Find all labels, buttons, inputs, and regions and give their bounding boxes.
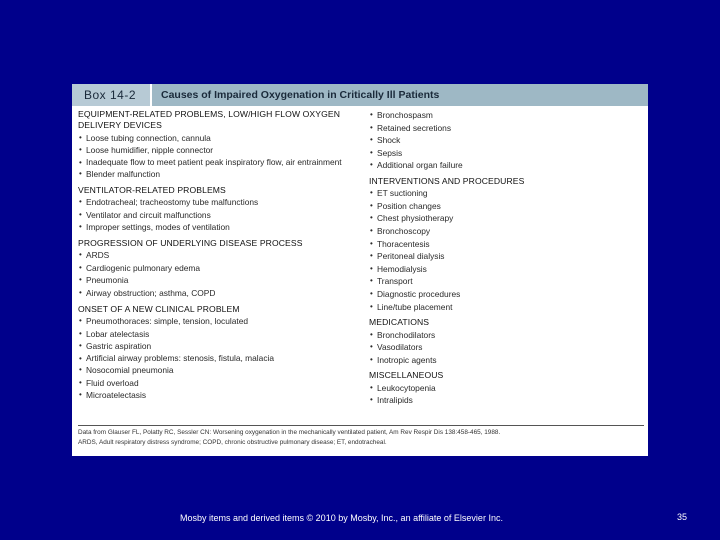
list-item [369, 354, 645, 367]
bullet-icon: • [370, 301, 373, 311]
list-item-text: ARDS [86, 250, 110, 261]
list-item [78, 168, 364, 181]
list-item [369, 341, 645, 354]
bullet-icon: • [370, 238, 373, 248]
list-item [369, 275, 645, 288]
bullet-icon: • [79, 288, 82, 298]
list-item [369, 329, 645, 342]
list-item [78, 196, 364, 209]
list-item-text: Chest physiotherapy [377, 213, 454, 224]
section-heading: PROGRESSION OF UNDERLYING DISEASE PROCESS [78, 237, 303, 248]
list-item-text: Endotracheal; tracheostomy tube malfunctions [86, 197, 259, 208]
list-item [78, 315, 364, 328]
list-item [78, 389, 364, 402]
list-item-text: Lobar atelectasis [86, 328, 150, 339]
list-item [369, 109, 645, 122]
bullet-icon: • [370, 354, 373, 364]
list-item-text: Line/tube placement [377, 301, 453, 312]
list-item [78, 328, 364, 341]
bullet-icon: • [370, 251, 373, 261]
section-heading: INTERVENTIONS AND PROCEDURES [369, 175, 525, 186]
list-item-text: ET suctioning [377, 188, 428, 199]
bullet-icon: • [79, 315, 82, 325]
list-item [78, 364, 364, 377]
list-item-text: Airway obstruction; asthma, COPD [86, 288, 216, 299]
right-column [369, 109, 645, 407]
section-heading: ONSET OF A NEW CLINICAL PROBLEM [78, 303, 240, 314]
bullet-icon: • [370, 135, 373, 145]
list-item-text: Position changes [377, 200, 441, 211]
box-label: Box 14-2 [72, 84, 152, 106]
content-box [72, 84, 648, 456]
list-item-text: Peritoneal dialysis [377, 251, 445, 262]
list-item-text: Vasodilators [377, 342, 423, 353]
section-heading: VENTILATOR-RELATED PROBLEMS [78, 184, 226, 195]
list-item [369, 301, 645, 314]
list-item-text: Inadequate flow to meet patient peak inspiratory flow, air entrainment [86, 156, 342, 167]
list-item [369, 225, 645, 238]
list-item [78, 221, 364, 234]
list-item [78, 274, 364, 287]
bullet-icon: • [79, 365, 82, 375]
bullet-icon: • [370, 382, 373, 392]
bullet-icon: • [370, 342, 373, 352]
list-item [78, 209, 364, 222]
bullet-icon: • [79, 328, 82, 338]
list-item-text: Additional organ failure [377, 160, 463, 171]
list-item [369, 238, 645, 251]
list-item-text: Cardiogenic pulmonary edema [86, 262, 201, 273]
source-abbreviations: ARDS, Adult respiratory distress syndrome; COPD, chronic obstructive pulmonary disease; ET, endotracheal. [78, 438, 387, 446]
list-item-text: Intralipids [377, 395, 413, 406]
bullet-icon: • [79, 341, 82, 351]
bullet-icon: • [79, 132, 82, 142]
list-item [369, 187, 645, 200]
list-item-text: Loose tubing connection, cannula [86, 132, 211, 143]
list-item [369, 250, 645, 263]
bullet-icon: • [79, 275, 82, 285]
list-item-text: Blender malfunction [86, 169, 161, 180]
list-item-text: Gastric aspiration [86, 341, 152, 352]
bullet-icon: • [370, 226, 373, 236]
bullet-icon: • [370, 200, 373, 210]
list-item [369, 394, 645, 407]
list-item-text: Thoracentesis [377, 238, 430, 249]
bullet-icon: • [370, 188, 373, 198]
list-item-text: Hemodialysis [377, 263, 427, 274]
section-heading: EQUIPMENT-RELATED PROBLEMS, LOW/HIGH FLOW OXYGEN DELIVERY DEVICES [78, 109, 341, 131]
list-item-text: Ventilator and circuit malfunctions [86, 209, 211, 220]
bullet-icon: • [370, 263, 373, 273]
list-item-text: Improper settings, modes of ventilation [86, 222, 230, 233]
bullet-icon: • [370, 213, 373, 223]
bullet-icon: • [370, 289, 373, 299]
list-item [78, 262, 364, 275]
bullet-icon: • [79, 197, 82, 207]
bullet-icon: • [79, 145, 82, 155]
list-item [369, 263, 645, 276]
list-item [369, 212, 645, 225]
bullet-icon: • [79, 250, 82, 260]
section-heading: MISCELLANEOUS [369, 370, 444, 381]
list-item-text: Bronchoscopy [377, 226, 431, 237]
list-item [78, 144, 364, 157]
list-item-text: Shock [377, 135, 401, 146]
list-item-text: Pneumothoraces: simple, tension, loculated [86, 315, 249, 326]
bullet-icon: • [79, 169, 82, 179]
list-item [369, 382, 645, 395]
list-item-text: Pneumonia [86, 275, 129, 286]
bullet-icon: • [370, 160, 373, 170]
bullet-icon: • [79, 157, 82, 167]
source-note [78, 425, 644, 448]
bullet-icon: • [79, 390, 82, 400]
copyright-footer: Mosby items and derived items © 2010 by Mosby, Inc., an affiliate of Elsevier Inc. [180, 513, 503, 523]
list-item [78, 157, 364, 169]
list-item-text: Fluid overload [86, 377, 139, 388]
page-number: 35 [677, 512, 688, 522]
list-item-text: Leukocytopenia [377, 382, 436, 393]
bullet-icon: • [370, 329, 373, 339]
list-item [369, 288, 645, 301]
list-item-text: Bronchodilators [377, 329, 436, 340]
section-heading: MEDICATIONS [369, 317, 430, 328]
bullet-icon: • [370, 122, 373, 132]
list-item-text: Inotropic agents [377, 354, 437, 365]
list-item [78, 287, 364, 300]
list-item-text: Artificial airway problems: stenosis, fistula, malacia [86, 352, 275, 363]
bullet-icon: • [370, 395, 373, 405]
box-header [72, 84, 648, 106]
list-item [369, 159, 645, 172]
list-item [369, 200, 645, 213]
list-item-text: Bronchospasm [377, 110, 433, 120]
left-column [78, 109, 364, 402]
list-item-text: Transport [377, 276, 413, 287]
bullet-icon: • [370, 110, 373, 119]
list-item [78, 132, 364, 145]
list-item-text: Diagnostic procedures [377, 289, 461, 300]
list-item [78, 377, 364, 390]
bullet-icon: • [79, 222, 82, 232]
list-item-text: Retained secretions [377, 122, 452, 133]
list-item-text: Microatelectasis [86, 390, 147, 401]
list-item-text: Nosocomial pneumonia [86, 365, 174, 376]
list-item [78, 340, 364, 353]
bullet-icon: • [79, 262, 82, 272]
bullet-icon: • [79, 377, 82, 387]
bullet-icon: • [370, 276, 373, 286]
source-citation: Data from Glauser FL, Polatty RC, Sessler CN: Worsening oxygenation in the mechanically ventilated patient, Am Rev Respir Dis 138:458-465, 1988. [78, 429, 501, 436]
list-item [369, 134, 645, 147]
bullet-icon: • [79, 209, 82, 219]
list-item-text: Loose humidifier, nipple connector [86, 145, 214, 156]
list-item [78, 249, 364, 262]
box-title: Causes of Impaired Oxygenation in Critically Ill Patients [161, 89, 440, 101]
list-item [78, 353, 364, 365]
list-item [369, 147, 645, 160]
bullet-icon: • [370, 147, 373, 157]
list-item-text: Sepsis [377, 147, 403, 158]
bullet-icon: • [79, 353, 82, 363]
list-item [369, 122, 645, 135]
